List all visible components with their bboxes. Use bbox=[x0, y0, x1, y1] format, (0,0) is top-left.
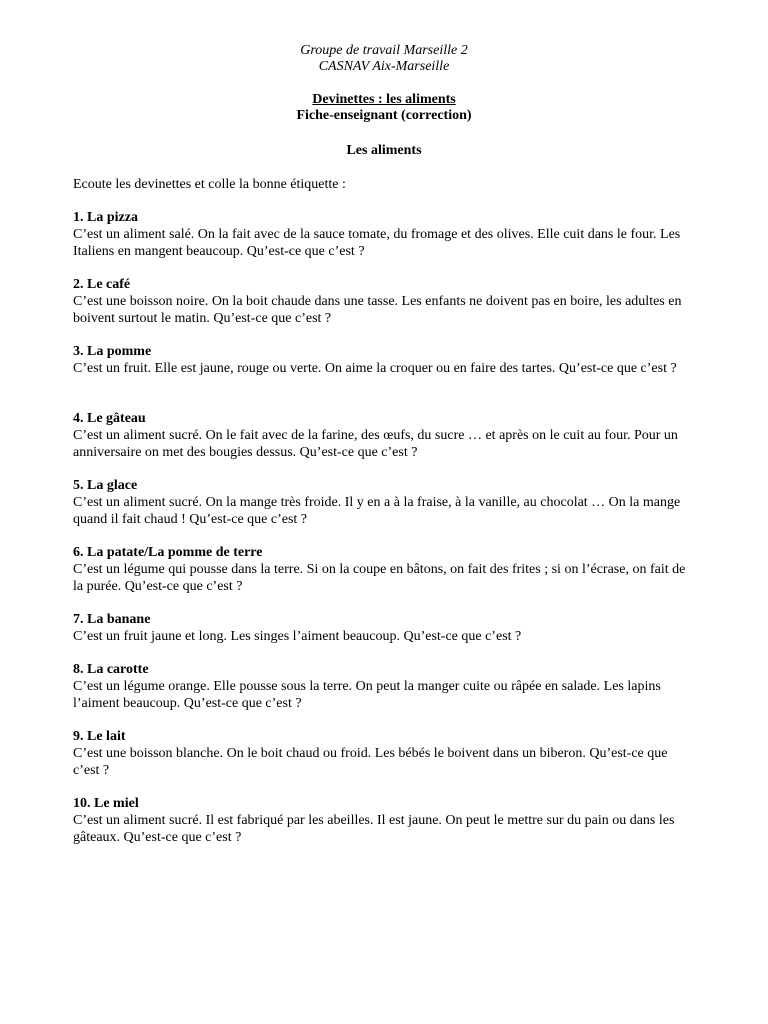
riddle-title: 3. La pomme bbox=[73, 344, 152, 359]
riddle-text: C’est un légume orange. Elle pousse sous la terre. On peut la manger cuite ou râpée en salade. Les lapins l’aiment beaucoup. Qu’est-ce que c’est ? bbox=[73, 679, 661, 711]
section-title: Les aliments bbox=[346, 143, 422, 158]
riddle-title: 5. La glace bbox=[73, 478, 138, 493]
riddle-title: 1. La pizza bbox=[73, 210, 138, 225]
riddle-text: C’est un aliment sucré. Il est fabriqué par les abeilles. Il est jaune. On peut le mettre sur du pain ou dans les gâteaux. Qu’est-ce que c’est ? bbox=[73, 813, 675, 845]
riddle-title: 2. Le café bbox=[73, 277, 131, 292]
riddle-text: C’est un fruit jaune et long. Les singes l’aiment beaucoup. Qu’est-ce que c’est ? bbox=[73, 629, 522, 644]
riddle-item bbox=[73, 611, 693, 645]
riddle-item bbox=[73, 410, 693, 461]
riddle-text: C’est un aliment salé. On la fait avec de la sauce tomate, du fromage et des olives. Elle cuit dans le four. Les Italiens en mangent beaucoup. Qu’est-ce que c’est ? bbox=[73, 227, 681, 259]
riddle-item bbox=[73, 343, 693, 377]
riddle-title: 7. La banane bbox=[73, 612, 151, 627]
riddle-item bbox=[73, 795, 693, 846]
header-group: Groupe de travail Marseille 2 bbox=[300, 43, 468, 58]
riddle-text: C’est un légume qui pousse dans la terre. Si on la coupe en bâtons, on fait des frites ; si on l’écrase, on fait de la purée. Qu’est-ce que c’est ? bbox=[73, 562, 686, 594]
document-subtitle: Fiche-enseignant (correction) bbox=[296, 108, 472, 123]
riddle-title: 8. La carotte bbox=[73, 662, 149, 677]
riddle-text: C’est un aliment sucré. On le fait avec de la farine, des œufs, du sucre … et après on le cuit au four. Pour un anniversaire on met des bougies dessus. Qu’est-ce que c’est ? bbox=[73, 428, 678, 460]
document-title: Devinettes : les aliments bbox=[312, 92, 456, 107]
riddle-text: C’est une boisson noire. On la boit chaude dans une tasse. Les enfants ne doivent pas en boire, les adultes en boivent surtout le matin. Qu’est-ce que c’est ? bbox=[73, 294, 682, 326]
riddle-text: C’est un aliment sucré. On la mange très froide. Il y en a à la fraise, à la vanille, au chocolat … On la mange quand il fait chaud ! Qu’est-ce que c’est ? bbox=[73, 495, 681, 527]
riddle-item bbox=[73, 276, 693, 327]
riddle-text: C’est un fruit. Elle est jaune, rouge ou verte. On aime la croquer ou en faire des tartes. Qu’est-ce que c’est ? bbox=[73, 361, 677, 376]
riddle-title: 9. Le lait bbox=[73, 729, 126, 744]
riddle-item bbox=[73, 661, 693, 712]
riddle-item bbox=[73, 477, 693, 528]
header-org: CASNAV Aix-Marseille bbox=[318, 59, 450, 74]
instruction-text: Ecoute les devinettes et colle la bonne étiquette : bbox=[73, 177, 346, 192]
riddle-title: 10. Le miel bbox=[73, 796, 139, 811]
riddle-item bbox=[73, 544, 693, 595]
riddle-item bbox=[73, 728, 693, 779]
riddle-item bbox=[73, 209, 693, 260]
riddle-title: 6. La patate/La pomme de terre bbox=[73, 545, 263, 560]
riddle-text: C’est une boisson blanche. On le boit chaud ou froid. Les bébés le boivent dans un biberon. Qu’est-ce que c’est ? bbox=[73, 746, 668, 778]
riddle-title: 4. Le gâteau bbox=[73, 411, 146, 426]
document-title-wrap bbox=[0, 92, 768, 108]
